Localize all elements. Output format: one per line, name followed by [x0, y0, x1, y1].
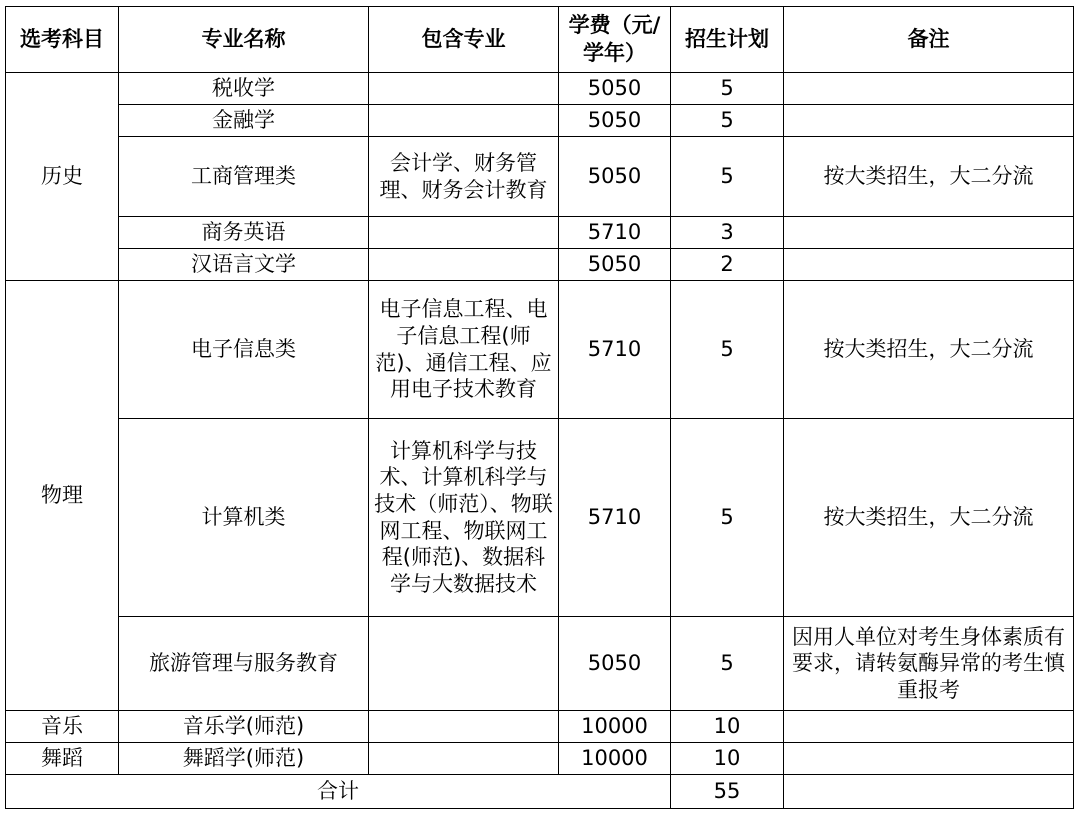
table-row	[6, 281, 1074, 419]
includes-cell	[369, 249, 559, 281]
table-row	[6, 73, 1074, 105]
includes-cell	[369, 743, 559, 775]
major-cell: 商务英语	[119, 217, 369, 249]
note-cell: 按大类招生，大二分流	[784, 281, 1074, 419]
tuition-cell: 5710	[559, 419, 671, 617]
includes-cell	[369, 73, 559, 105]
header-subject: 选考科目	[6, 7, 119, 73]
plan-cell: 5	[671, 419, 784, 617]
table-row	[6, 419, 1074, 617]
includes-cell	[369, 105, 559, 137]
tuition-cell: 5710	[559, 217, 671, 249]
subject-cell: 音乐	[6, 711, 119, 743]
header-plan: 招生计划	[671, 7, 784, 73]
tuition-cell: 5050	[559, 73, 671, 105]
table-row	[6, 617, 1074, 711]
includes-cell: 电子信息工程、电子信息工程(师范)、通信工程、应用电子技术教育	[369, 281, 559, 419]
major-cell: 音乐学(师范)	[119, 711, 369, 743]
header-major: 专业名称	[119, 7, 369, 73]
major-cell: 汉语言文学	[119, 249, 369, 281]
includes-cell	[369, 617, 559, 711]
subject-cell: 舞蹈	[6, 743, 119, 775]
includes-cell	[369, 711, 559, 743]
header-tuition: 学费（元/学年）	[559, 7, 671, 73]
note-cell	[784, 217, 1074, 249]
note-cell	[784, 711, 1074, 743]
major-cell: 工商管理类	[119, 137, 369, 217]
tuition-cell: 5050	[559, 105, 671, 137]
plan-cell: 10	[671, 743, 784, 775]
total-plan: 55	[671, 775, 784, 809]
plan-cell: 2	[671, 249, 784, 281]
table-row	[6, 711, 1074, 743]
subject-cell: 物理	[6, 281, 119, 711]
table-row	[6, 105, 1074, 137]
note-cell: 按大类招生，大二分流	[784, 137, 1074, 217]
plan-cell: 3	[671, 217, 784, 249]
plan-cell: 10	[671, 711, 784, 743]
includes-cell: 会计学、财务管理、财务会计教育	[369, 137, 559, 217]
table-row	[6, 217, 1074, 249]
major-cell: 电子信息类	[119, 281, 369, 419]
major-cell: 舞蹈学(师范)	[119, 743, 369, 775]
tuition-cell: 5050	[559, 137, 671, 217]
major-cell: 计算机类	[119, 419, 369, 617]
plan-cell: 5	[671, 281, 784, 419]
tuition-cell: 5050	[559, 249, 671, 281]
major-cell: 旅游管理与服务教育	[119, 617, 369, 711]
plan-cell: 5	[671, 617, 784, 711]
total-label: 合计	[6, 775, 671, 809]
tuition-cell: 5710	[559, 281, 671, 419]
includes-cell: 计算机科学与技术、计算机科学与技术（师范）、物联网工程、物联网工程(师范)、数据科学与大数据技术	[369, 419, 559, 617]
tuition-cell: 5050	[559, 617, 671, 711]
plan-cell: 5	[671, 105, 784, 137]
note-cell	[784, 73, 1074, 105]
header-row	[6, 7, 1074, 73]
note-cell	[784, 249, 1074, 281]
note-cell	[784, 743, 1074, 775]
total-row	[6, 775, 1074, 809]
plan-cell: 5	[671, 73, 784, 105]
major-cell: 金融学	[119, 105, 369, 137]
major-cell: 税收学	[119, 73, 369, 105]
total-note	[784, 775, 1074, 809]
table-row	[6, 743, 1074, 775]
note-cell: 按大类招生，大二分流	[784, 419, 1074, 617]
includes-cell	[369, 217, 559, 249]
note-cell: 因用人单位对考生身体素质有要求，请转氨酶异常的考生慎重报考	[784, 617, 1074, 711]
subject-cell: 历史	[6, 73, 119, 281]
tuition-cell: 10000	[559, 711, 671, 743]
table-row	[6, 249, 1074, 281]
header-includes: 包含专业	[369, 7, 559, 73]
note-cell	[784, 105, 1074, 137]
tuition-cell: 10000	[559, 743, 671, 775]
plan-cell: 5	[671, 137, 784, 217]
table-row	[6, 137, 1074, 217]
enrollment-plan-table	[5, 6, 1074, 809]
header-note: 备注	[784, 7, 1074, 73]
